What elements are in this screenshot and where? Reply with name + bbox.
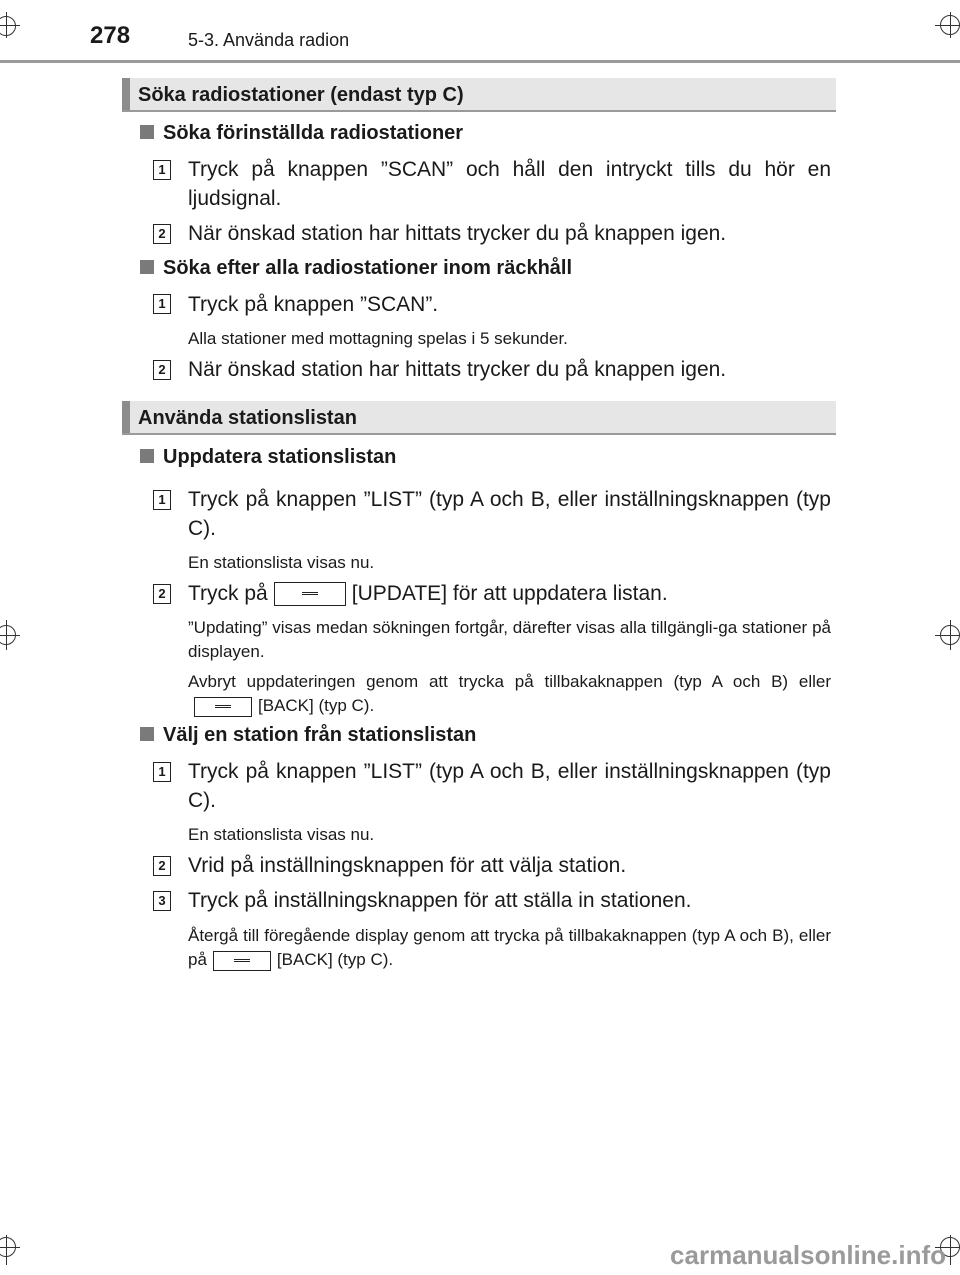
step-text: När önskad station har hittats trycker du på knappen igen. [188, 358, 727, 381]
square-bullet-icon [140, 449, 154, 463]
page-number: 278 [90, 22, 131, 49]
note-text: En stationslista visas nu. [188, 553, 375, 572]
step-text: Vrid på inställningsknappen för att välja station. [188, 854, 627, 877]
step-text: Tryck på knappen ”SCAN”. [188, 293, 439, 316]
watermark: carmanualsonline.info [670, 1240, 946, 1270]
note-text-back: Avbryt uppdateringen genom att trycka på tillbakaknappen (typ A och B) eller [BACK] (typ C). [188, 672, 831, 715]
chapter-title: 5-3. Använda radion [188, 30, 350, 50]
key-symbol-icon [302, 592, 318, 595]
note-text: ”Updating” visas medan sökningen fortgår, därefter visas alla tillgängli-ga stationer på displayen. [188, 618, 831, 661]
crop-mark-bottom-left [0, 1235, 20, 1265]
section-header-scan [122, 78, 836, 112]
note-text: En stationslista visas nu. [188, 825, 375, 844]
crop-mark-mid-right [935, 620, 960, 650]
section-accent [122, 78, 130, 110]
crop-mark-top-left [0, 12, 20, 38]
square-bullet-icon [140, 727, 154, 741]
subheading-preset-scan: Söka förinställda radiostationer [140, 122, 463, 145]
header-rule [0, 60, 960, 63]
step-text: Tryck på inställningsknappen för att ställa in stationen. [188, 889, 692, 912]
crop-mark-top-right [935, 12, 960, 38]
square-bullet-icon [140, 125, 154, 139]
step-number: 1 [153, 294, 171, 314]
subheading-update-list: Uppdatera stationslistan [140, 446, 396, 469]
step-number: 3 [153, 891, 171, 911]
square-bullet-icon [140, 260, 154, 274]
step-number: 2 [153, 856, 171, 876]
step-text: När önskad station har hittats trycker du på knappen igen. [188, 222, 727, 245]
update-key-button[interactable] [274, 582, 346, 606]
key-symbol-icon [234, 959, 250, 962]
section-accent [122, 401, 130, 433]
step-number: 2 [153, 584, 171, 604]
step-number: 1 [153, 160, 171, 180]
back-key-button[interactable] [213, 951, 271, 971]
step-text: Tryck på knappen ”LIST” (typ A och B, eller inställningsknappen (typ C). [188, 488, 831, 540]
section-title: Använda stationslistan [138, 407, 357, 429]
note-text-back: Återgå till föregående display genom att trycka på tillbakaknappen (typ A och B), eller på [BACK] (typ C). [188, 926, 831, 969]
step-text: Tryck på knappen ”LIST” (typ A och B, eller inställningsknappen (typ C). [188, 760, 831, 812]
step-text-update: Tryck på [UPDATE] för att uppdatera listan. [188, 582, 668, 605]
subheading-select-station: Välj en station från stationslistan [140, 724, 476, 747]
step-text: Tryck på knappen ”SCAN” och håll den intryckt tills du hör en ljudsignal. [188, 158, 831, 210]
step-number: 1 [153, 762, 171, 782]
crop-mark-mid-left [0, 620, 20, 650]
section-header-station-list [122, 401, 836, 435]
key-symbol-icon [215, 705, 231, 708]
note-text: Alla stationer med mottagning spelas i 5 sekunder. [188, 329, 568, 348]
step-number: 2 [153, 360, 171, 380]
subheading-all-scan: Söka efter alla radiostationer inom räckhåll [140, 257, 572, 280]
step-number: 2 [153, 224, 171, 244]
back-key-button[interactable] [194, 697, 252, 717]
step-number: 1 [153, 490, 171, 510]
section-title: Söka radiostationer (endast typ C) [138, 84, 464, 106]
